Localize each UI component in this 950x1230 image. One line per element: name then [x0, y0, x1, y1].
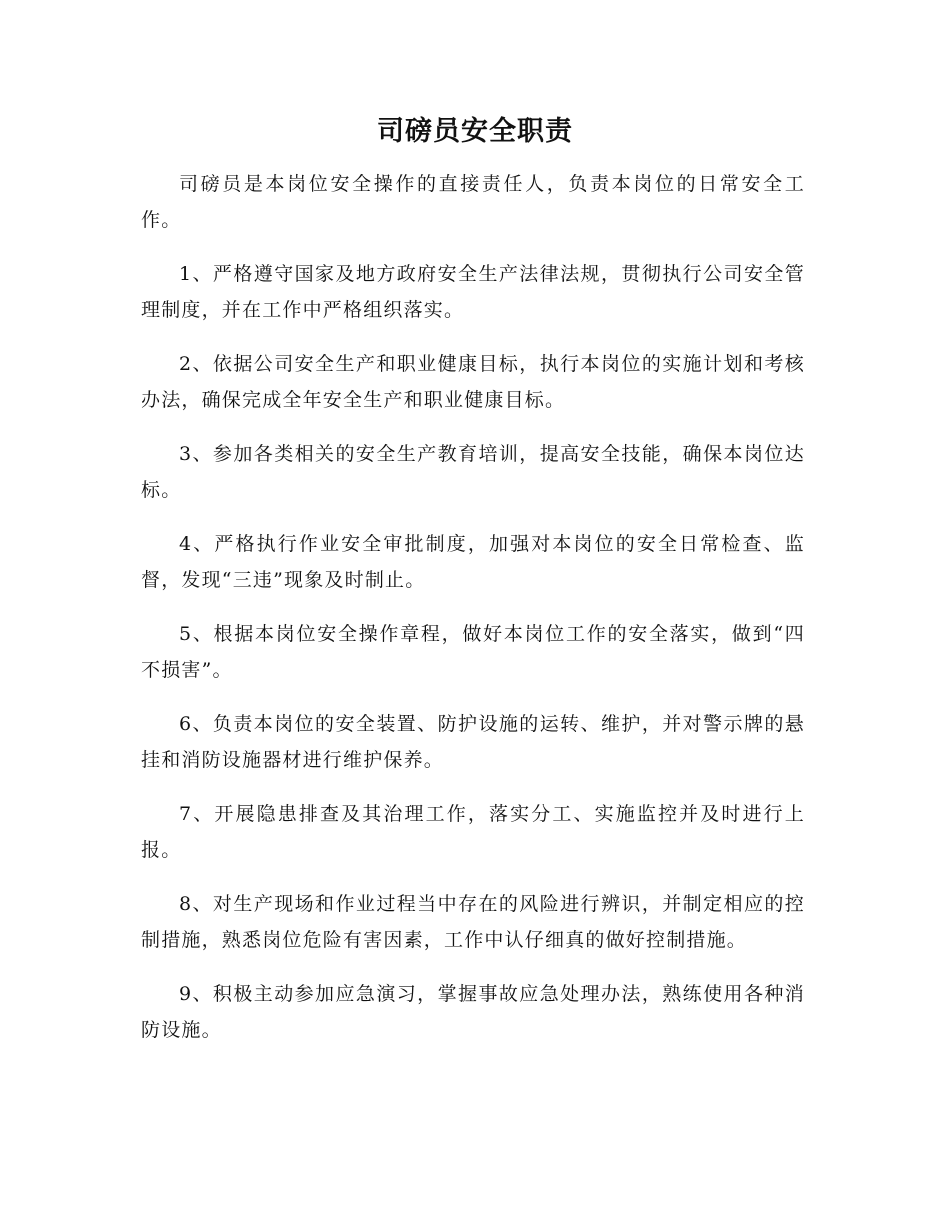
paragraph-item-7: 7、开展隐患排查及其治理工作，落实分工、实施监控并及时进行上报。 [141, 803, 805, 861]
paragraph-item-8: 8、对生产现场和作业过程当中存在的风险进行辨识，并制定相应的控制措施，熟悉岗位危险有害因素，工作中认仔细真的做好控制措施。 [141, 893, 805, 951]
paragraph-item-2: 2、依据公司安全生产和职业健康目标，执行本岗位的实施计划和考核办法，确保完成全年安全生产和职业健康目标。 [141, 353, 805, 411]
paragraph-item-6: 6、负责本岗位的安全装置、防护设施的运转、维护，并对警示牌的悬挂和消防设施器材进行维护保养。 [141, 713, 805, 771]
paragraph-item-3: 3、参加各类相关的安全生产教育培训，提高安全技能，确保本岗位达标。 [141, 443, 805, 501]
document-body [141, 166, 805, 1066]
paragraph-item-5: 5、根据本岗位安全操作章程，做好本岗位工作的安全落实，做到“四不损害”。 [141, 623, 805, 681]
paragraph-item-9: 9、积极主动参加应急演习，掌握事故应急处理办法，熟练使用各种消防设施。 [141, 983, 805, 1041]
paragraph-item-4: 4、严格执行作业安全审批制度，加强对本岗位的安全日常检查、监督，发现“三违”现象及时制止。 [141, 533, 805, 591]
paragraph-item-1: 1、严格遵守国家及地方政府安全生产法律法规，贯彻执行公司安全管理制度，并在工作中严格组织落实。 [141, 263, 805, 321]
paragraph-intro: 司磅员是本岗位安全操作的直接责任人，负责本岗位的日常安全工作。 [141, 173, 805, 231]
page-title: 司磅员安全职责 [377, 116, 573, 147]
